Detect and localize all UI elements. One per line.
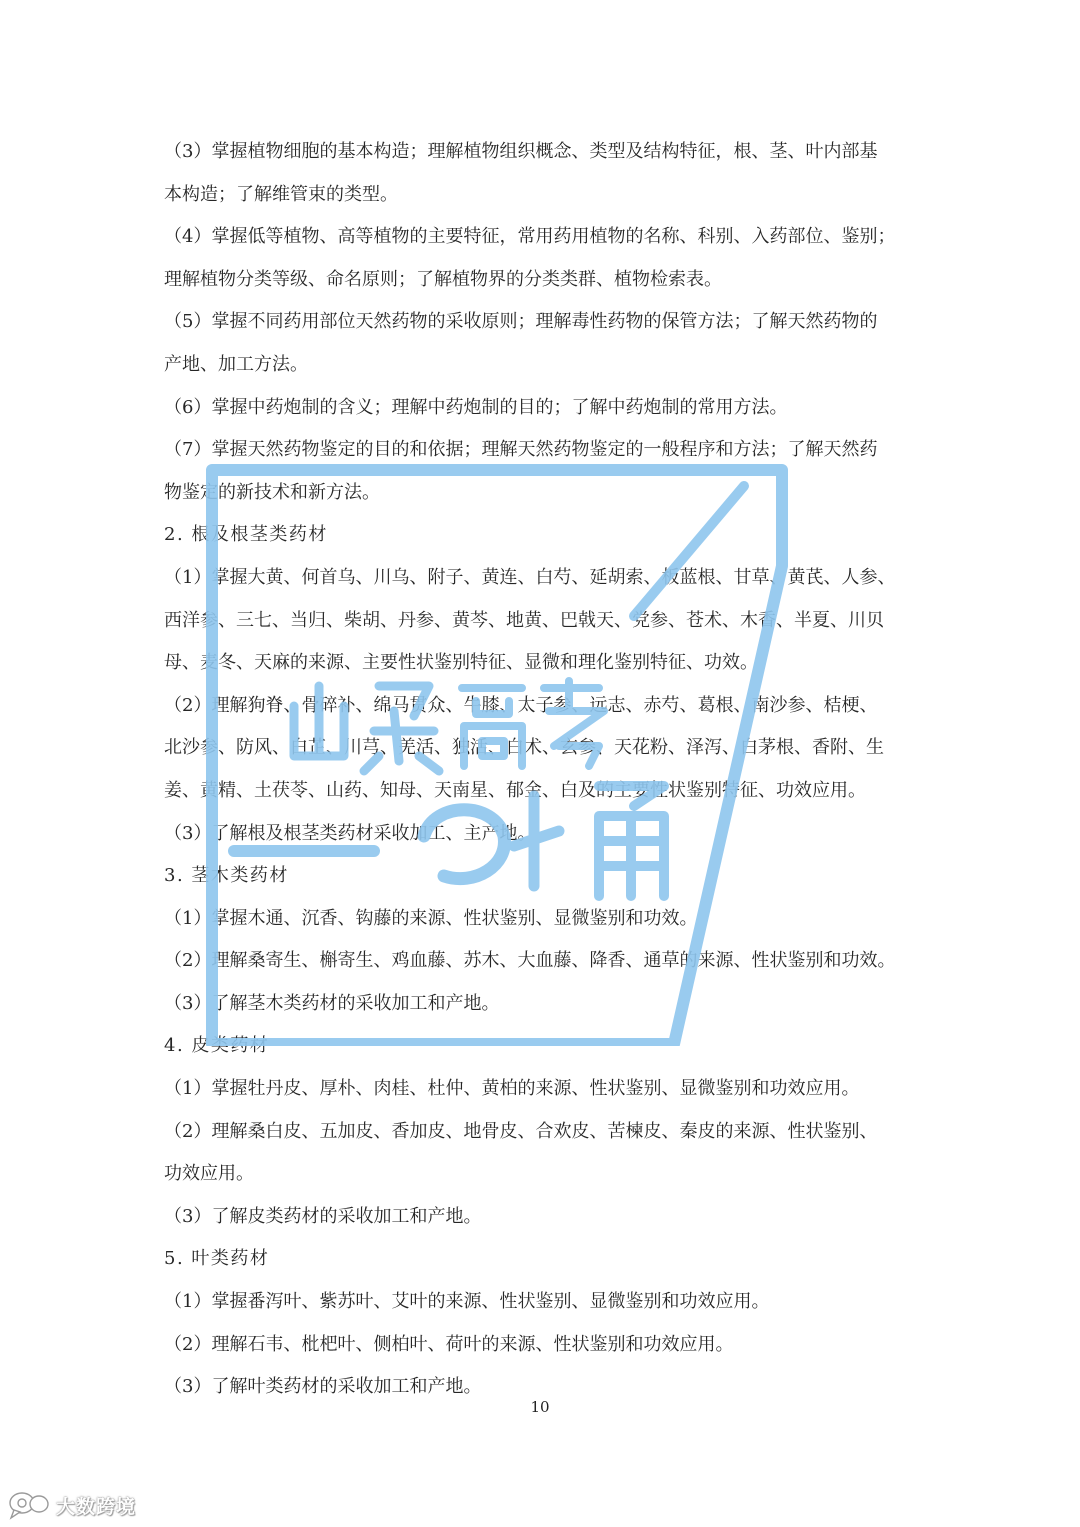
text-line: （3）掌握植物细胞的基本构造；理解植物组织概念、类型及结构特征，根、茎、叶内部基 xyxy=(164,141,878,162)
text-line: 产地、加工方法。 xyxy=(164,353,308,375)
text-line: 理解植物分类等级、命名原则；了解植物界的分类类群、植物检索表。 xyxy=(164,268,722,290)
text-line: 姜、黄精、土茯苓、山药、知母、天南星、郁金、白及的主要性状鉴别特征、功效应用。 xyxy=(164,779,866,801)
text-line: 母、麦冬、天麻的来源、主要性状鉴别特征、显微和理化鉴别特征、功效。 xyxy=(164,652,758,674)
corner-logo-text: 大数跨境 xyxy=(56,1495,137,1518)
text-line: 本构造；了解维管束的类型。 xyxy=(164,183,398,205)
text-line: （3）了解皮类药材的采收加工和产地。 xyxy=(164,1205,482,1227)
text-line: （2）理解桑白皮、五加皮、香加皮、地骨皮、合欢皮、苦楝皮、秦皮的来源、性状鉴别、 xyxy=(164,1120,878,1142)
section-heading: 5. 叶类药材 xyxy=(164,1248,270,1270)
text-line: （1）掌握大黄、何首乌、川乌、附子、黄连、白芍、延胡索、板蓝根、甘草、黄芪、人参、 xyxy=(164,566,896,588)
page-number: 10 xyxy=(530,1398,550,1416)
text-line: 北沙参、防风、白芷、川芎、羌活、独活、白术、玄参、天花粉、泽泻、白茅根、香附、生 xyxy=(164,737,884,759)
text-line: 西洋参、三七、当归、柴胡、丹参、黄芩、地黄、巴戟天、党参、苍术、木香、半夏、川贝 xyxy=(164,609,884,631)
section-heading: 4. 皮类药材 xyxy=(164,1035,270,1057)
text-line: （3）了解茎木类药材的采收加工和产地。 xyxy=(164,992,500,1014)
section-heading: 2. 根及根茎类药材 xyxy=(164,524,328,546)
text-line: （2）理解桑寄生、槲寄生、鸡血藤、苏木、大血藤、降香、通草的来源、性状鉴别和功效。 xyxy=(164,950,896,972)
text-line: （5）掌握不同药用部位天然药物的采收原则；理解毒性药物的保管方法；了解天然药物的 xyxy=(164,311,878,333)
text-line: （2）理解狗脊、骨碎补、绵马贯众、牛膝、太子参、远志、赤芍、葛根、南沙参、桔梗、 xyxy=(164,694,878,716)
text-line: （3）了解根及根茎类药材采收加工、主产地。 xyxy=(164,822,536,844)
text-line: 物鉴定的新技术和新方法。 xyxy=(164,481,380,503)
document-body xyxy=(164,131,924,1409)
text-line: （7）掌握天然药物鉴定的目的和依据；理解天然药物鉴定的一般程序和方法；了解天然药 xyxy=(164,439,878,461)
text-line: （2）理解石韦、枇杷叶、侧柏叶、荷叶的来源、性状鉴别和功效应用。 xyxy=(164,1333,734,1355)
text-line: 功效应用。 xyxy=(164,1163,254,1185)
text-line: （1）掌握番泻叶、紫苏叶、艾叶的来源、性状鉴别、显微鉴别和功效应用。 xyxy=(164,1291,770,1313)
text-line: （6）掌握中药炮制的含义；理解中药炮制的目的；了解中药炮制的常用方法。 xyxy=(164,396,788,418)
text-line: （1）掌握木通、沉香、钩藤的来源、性状鉴别、显微鉴别和功效。 xyxy=(164,907,698,929)
chat-bubble-logo-icon xyxy=(8,1490,52,1520)
section-heading: 3. 茎木类药材 xyxy=(164,865,289,887)
text-line: （4）掌握低等植物、高等植物的主要特征，常用药用植物的名称、科别、入药部位、鉴别； xyxy=(164,226,896,248)
corner-logo xyxy=(8,1490,136,1520)
text-line: （3）了解叶类药材的采收加工和产地。 xyxy=(164,1376,482,1398)
text-line: （1）掌握牡丹皮、厚朴、肉桂、杜仲、黄柏的来源、性状鉴别、显微鉴别和功效应用。 xyxy=(164,1078,860,1100)
